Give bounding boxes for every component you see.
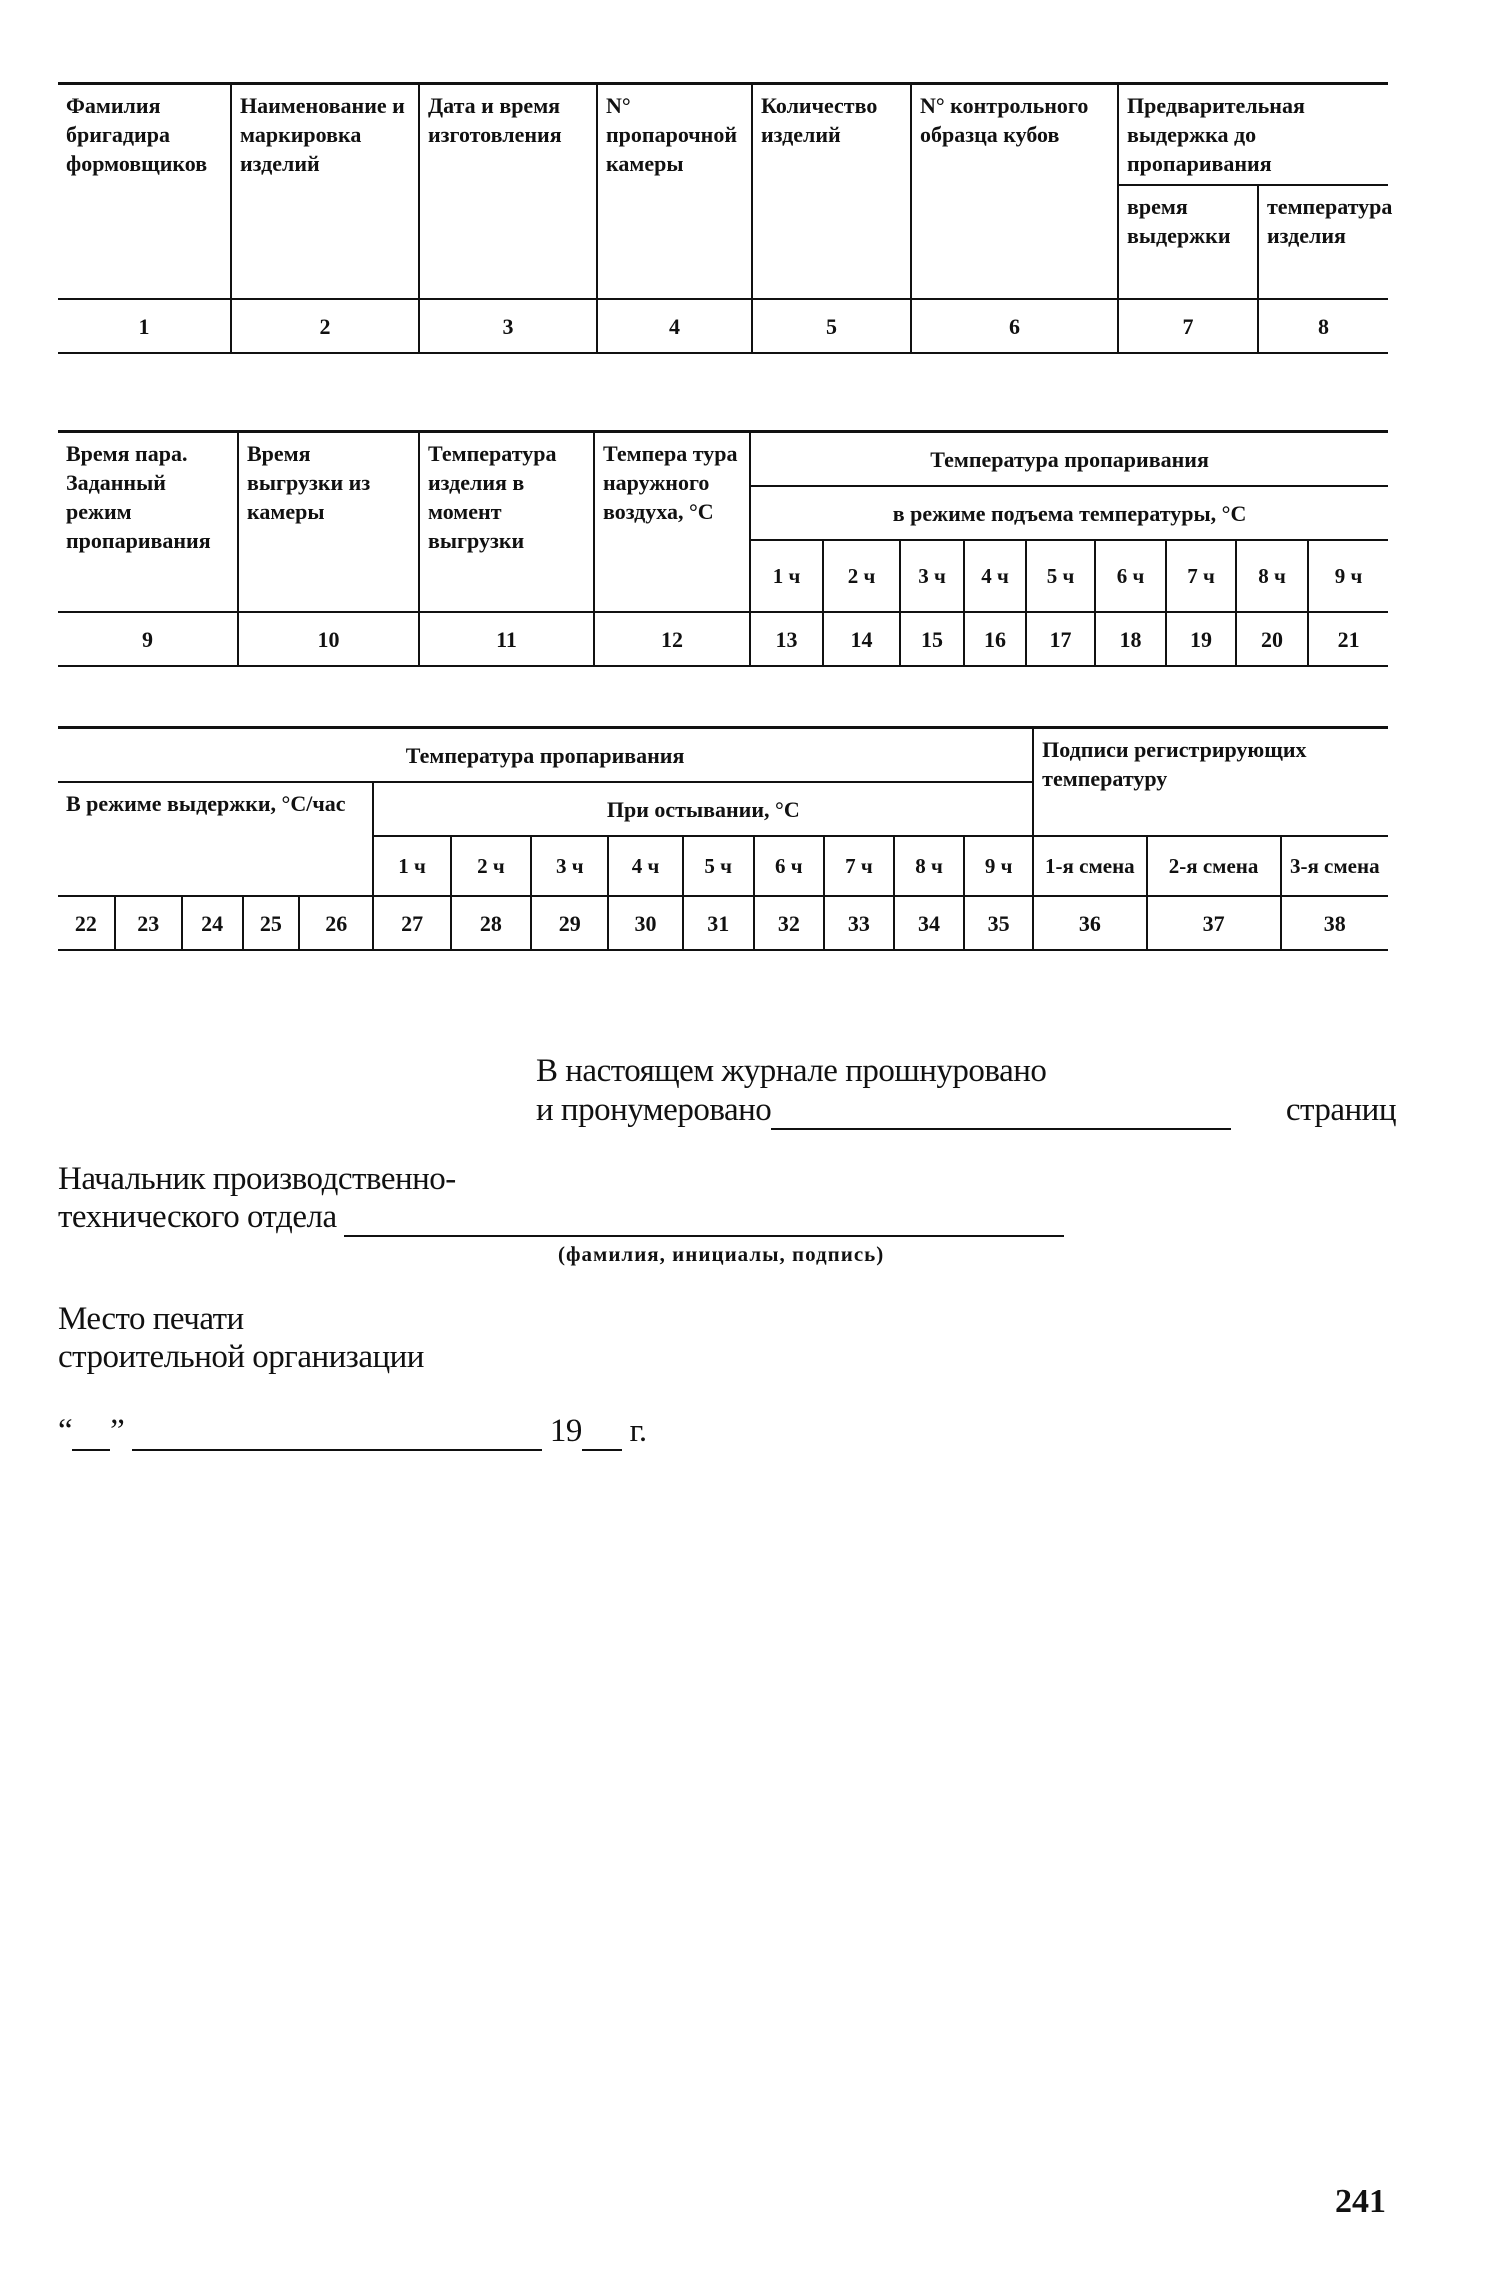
col-number: 31	[683, 896, 754, 950]
header-rise-mode: в режиме подъема температуры, °С	[750, 486, 1388, 540]
col-number: 5	[752, 299, 911, 353]
hour-cell: 4 ч	[964, 540, 1026, 612]
table-1	[58, 82, 1393, 354]
table-3	[58, 726, 1388, 951]
col-number: 11	[419, 612, 594, 666]
hour-cell: 2 ч	[451, 836, 531, 896]
page-number: 241	[1335, 2183, 1386, 2220]
hour-cell: 8 ч	[894, 836, 964, 896]
col-number: 27	[373, 896, 450, 950]
col-number: 22	[58, 896, 115, 950]
table-1-number-row	[58, 299, 1388, 353]
shift-cell: 1-я смена	[1033, 836, 1146, 896]
header-unload-temp: Температура изделия в момент выгрузки	[419, 432, 594, 613]
header-unload-time: Время выгрузки из камеры	[238, 432, 419, 613]
col-number: 26	[299, 896, 373, 950]
header-hold-mode: В режиме выдержки, °С/час	[58, 782, 373, 896]
page-count-blank	[771, 1098, 1231, 1130]
chief-title-line1: Начальник производственно-	[58, 1161, 456, 1197]
col-number: 15	[900, 612, 964, 666]
journal-statement-prefix: и пронумеровано	[536, 1092, 772, 1128]
hour-cell: 2 ч	[823, 540, 900, 612]
header-steaming-temp-2: Температура пропаривания	[58, 728, 1033, 783]
col-number: 1	[58, 299, 231, 353]
hour-cell: 6 ч	[754, 836, 824, 896]
header-hold-time: время выдержки	[1118, 185, 1258, 299]
col-number: 4	[597, 299, 752, 353]
chief-title-text: технического отдела	[58, 1199, 337, 1235]
header-signatures: Подписи регистрирующих температуру	[1033, 728, 1388, 837]
col-number: 13	[750, 612, 823, 666]
col-number: 17	[1026, 612, 1095, 666]
col-number: 38	[1281, 896, 1388, 950]
hour-cell: 3 ч	[531, 836, 608, 896]
hour-cell: 4 ч	[608, 836, 682, 896]
col-number: 25	[243, 896, 300, 950]
col-number: 16	[964, 612, 1026, 666]
stamp-line1: Место печати	[58, 1301, 244, 1337]
chief-signature-caption: (фамилия, инициалы, подпись)	[558, 1242, 885, 1266]
date-day-blank	[72, 1419, 110, 1451]
date-month-blank	[132, 1419, 542, 1451]
header-product-temp: температура изделия	[1258, 185, 1388, 299]
hour-cell: 1 ч	[373, 836, 450, 896]
header-foreman: Фамилия бригадира формовщиков	[58, 84, 231, 300]
col-number: 20	[1236, 612, 1308, 666]
hour-cell: 1 ч	[750, 540, 823, 612]
col-number: 10	[238, 612, 419, 666]
table-2-number-row	[58, 612, 1388, 666]
col-number: 12	[594, 612, 750, 666]
header-steam-time: Время пара. Заданный режим пропаривания	[58, 432, 238, 613]
col-number: 21	[1308, 612, 1388, 666]
hour-cell: 8 ч	[1236, 540, 1308, 612]
col-number: 32	[754, 896, 824, 950]
col-number: 33	[824, 896, 894, 950]
chief-signature-blank	[344, 1205, 1064, 1237]
date-line	[58, 1412, 647, 1451]
col-number: 3	[419, 299, 597, 353]
col-number: 18	[1095, 612, 1166, 666]
header-cooling: При остывании, °С	[373, 782, 1033, 836]
hour-cell: 7 ч	[1166, 540, 1236, 612]
date-year-prefix: 19	[549, 1413, 582, 1449]
header-steaming-temp: Температура пропаривания	[750, 432, 1388, 487]
col-number: 35	[964, 896, 1033, 950]
col-number: 29	[531, 896, 608, 950]
journal-statement-suffix: страниц	[1285, 1092, 1396, 1128]
hour-cell: 6 ч	[1095, 540, 1166, 612]
table-3-number-row	[58, 896, 1388, 950]
header-manufacture-date: Дата и время изготовления	[419, 84, 597, 300]
col-number: 24	[182, 896, 243, 950]
header-product-name: Наименование и маркировка изделий	[231, 84, 419, 300]
col-number: 28	[451, 896, 531, 950]
chief-title-line2	[58, 1198, 1064, 1237]
table-2	[58, 430, 1388, 667]
header-pre-hold: Предварительная выдержка до пропаривания	[1118, 84, 1388, 186]
journal-statement-line2	[536, 1091, 1396, 1130]
header-quantity: Количество изделий	[752, 84, 911, 300]
header-chamber-number: N° пропарочной камеры	[597, 84, 752, 300]
col-number: 30	[608, 896, 682, 950]
hour-cell: 9 ч	[1308, 540, 1388, 612]
hour-cell: 7 ч	[824, 836, 894, 896]
col-number: 36	[1033, 896, 1146, 950]
col-number: 14	[823, 612, 900, 666]
col-number: 34	[894, 896, 964, 950]
date-year-blank	[582, 1419, 622, 1451]
hour-cell: 5 ч	[1026, 540, 1095, 612]
col-number: 9	[58, 612, 238, 666]
col-number: 7	[1118, 299, 1258, 353]
journal-statement-line1: В настоящем журнале прошнуровано	[536, 1053, 1047, 1089]
col-number: 8	[1258, 299, 1388, 353]
hour-cell: 5 ч	[683, 836, 754, 896]
shift-cell: 2-я смена	[1147, 836, 1281, 896]
date-year-suffix: г.	[629, 1413, 647, 1449]
col-number: 19	[1166, 612, 1236, 666]
date-quote-open: “	[58, 1413, 73, 1449]
shift-cell: 3-я смена	[1281, 836, 1388, 896]
col-number: 2	[231, 299, 419, 353]
hour-cell: 3 ч	[900, 540, 964, 612]
stamp-line2: строительной организации	[58, 1339, 424, 1375]
date-quote-close: ”	[110, 1413, 125, 1449]
header-sample-number: N° контрольного образца кубов	[911, 84, 1118, 300]
col-number: 23	[115, 896, 182, 950]
col-number: 6	[911, 299, 1118, 353]
col-number: 37	[1147, 896, 1281, 950]
header-outdoor-temp: Темпера тура наружного воздуха, °С	[594, 432, 750, 613]
hour-cell: 9 ч	[964, 836, 1033, 896]
